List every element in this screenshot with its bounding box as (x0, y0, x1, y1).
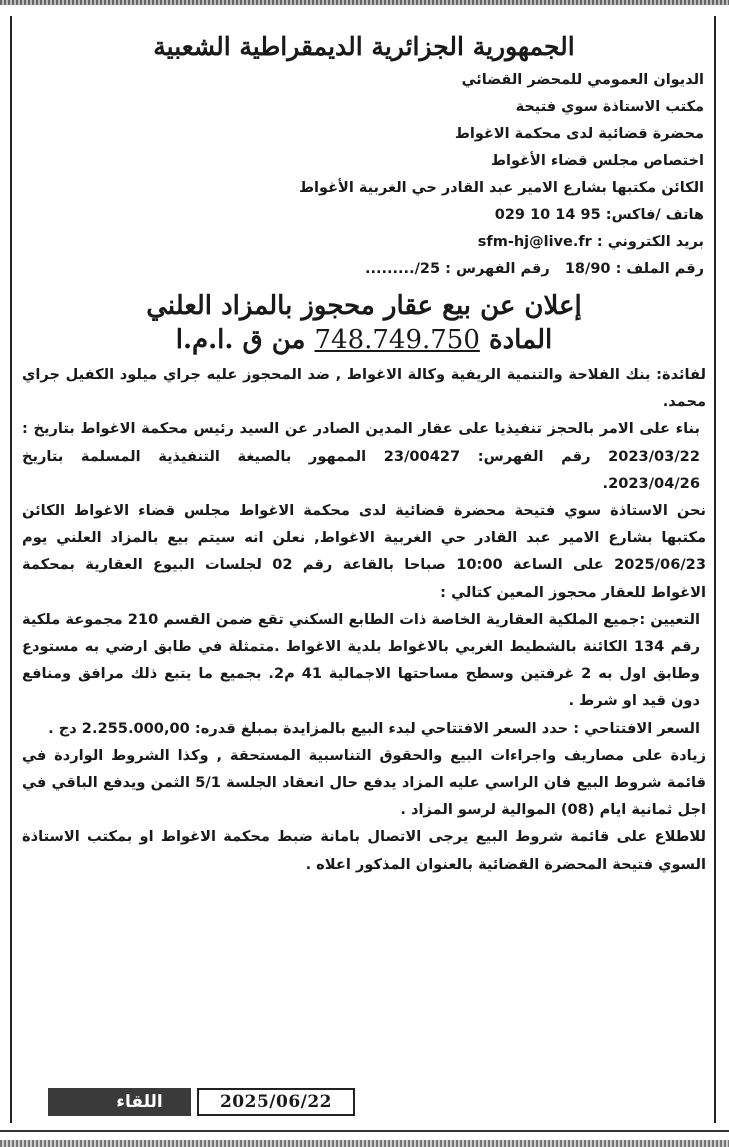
phone-line (22, 202, 706, 229)
auction-notice (22, 14, 706, 878)
article-suffix: من ق .ا.م.ا (175, 325, 306, 355)
auction-announcement-paragraph: نحن الاستاذة سوي فتيحة محضرة قضائية لدى محكمة الاغواط مجلس قضاء الاغواط الكائن مكتبها بشارع الامير عبد القادر حي الغربية الاغواط, نعلن انه سيتم بيع بالمزاد العلني يوم 2025/06/23 على الساعة 10:00 صباحا بالقاعة رقم 02 لجلسات البيوع العقارية بمحكمة الاغواط للعقار محجوز المعين كتالي : (22, 502, 706, 601)
email-value: sfm-hj@live.fr (477, 234, 592, 250)
office-line: الديوان العمومي للمحضر القضائي (461, 72, 704, 88)
property-description-paragraph: التعيين :جميع الملكية العقارية الخاصة ذات الطابع السكني تقع ضمن القسم 210 مجموعة ملكية رقم 134 الكائنة بالشطيط الغربي بالاغواط بلدية الاغواط .متمثلة في طابق ارضي به مستودع وطابق اول به 2 غرفتين وسطح مساحتها الاجمالية 41 م2. بجميع ما يتبع ذلك مرافق ومنافع دون قيد او شرط . (22, 610, 700, 710)
file-value: 18/90 (564, 261, 611, 277)
article-numbers: 748.749.750 (314, 325, 480, 355)
phone-value: 029 10 14 95 (494, 207, 601, 223)
email-label: بريد الكتروني : (596, 234, 704, 250)
bottom-border (0, 1140, 729, 1147)
republic-heading: الجمهورية الجزائرية الديمقراطية الشعبية (153, 32, 575, 61)
index-label: رقم الفهرس : (445, 261, 550, 277)
phone-label: هاتف /فاكس: (605, 207, 704, 223)
jurisdiction-line: اختصاص مجلس قضاء الأغواط (491, 153, 704, 169)
bottom-rule (0, 1130, 729, 1132)
notice-body (22, 361, 706, 878)
index-value: ........./25 (365, 261, 441, 277)
publication-date: 2025/06/22 (197, 1088, 355, 1116)
publication-name: اللقاء (48, 1088, 191, 1116)
seizure-order-paragraph: بناء على الامر بالحجز تنفيذيا على عقار المدين الصادر عن السيد رئيس محكمة الاغواط بتاريخ : 2023/03/22 رقم الفهرس: 23/00427 الممهور بالصيغة التنفيذية المسلمة بتاريخ 2023/04/26. (22, 420, 700, 492)
email-line (22, 229, 706, 256)
file-label: رقم الملف : (615, 261, 704, 277)
court-line: محضرة قضائية لدى محكمة الاغواط (454, 126, 704, 142)
bailiff-office-line: مكتب الاستاذة سوي فتيحة (515, 99, 704, 115)
publication-footer (48, 1088, 355, 1118)
beneficiary-paragraph: لفائدة: بنك الفلاحة والتنمية الريفية وكالة الاغواط , ضد المحجوز عليه جراي ميلود الكفيل جراي محمد. (22, 366, 706, 411)
article-reference (22, 323, 706, 357)
sale-conditions-paragraph: زيادة على مصاريف واجراءات البيع والحقوق التناسبية المستحقة , وكذا الشروط الواردة في قائمة شروط البيع فان الراسي عليه المزاد يدفع حال انعقاد الجلسة 5/1 الثمن ويدفع الباقي في اجل ثمانية ايام (08) الموالية لرسو المزاد . (22, 746, 706, 819)
file-line (22, 256, 706, 283)
opening-price-paragraph: السعر الافتتاحي : حدد السعر الافتتاحي لبدء البيع بالمزايدة بمبلغ قدره: 2.255.000,00 دج . (48, 719, 700, 737)
article-prefix: المادة (488, 325, 553, 355)
top-border (0, 0, 729, 5)
address-line: الكائن مكتبها بشارع الامير عبد القادر حي الغربية الأغواط (299, 180, 704, 196)
contact-paragraph: للاطلاع على قائمة شروط البيع يرجى الاتصال بامانة ضبط محكمة الاغواط او بمكتب الاستاذة السوي فتيحة المحضرة القضائية بالعنوان المذكور اعلاه . (22, 828, 706, 873)
notice-title: إعلان عن بيع عقار محجوز بالمزاد العلني (146, 291, 582, 321)
